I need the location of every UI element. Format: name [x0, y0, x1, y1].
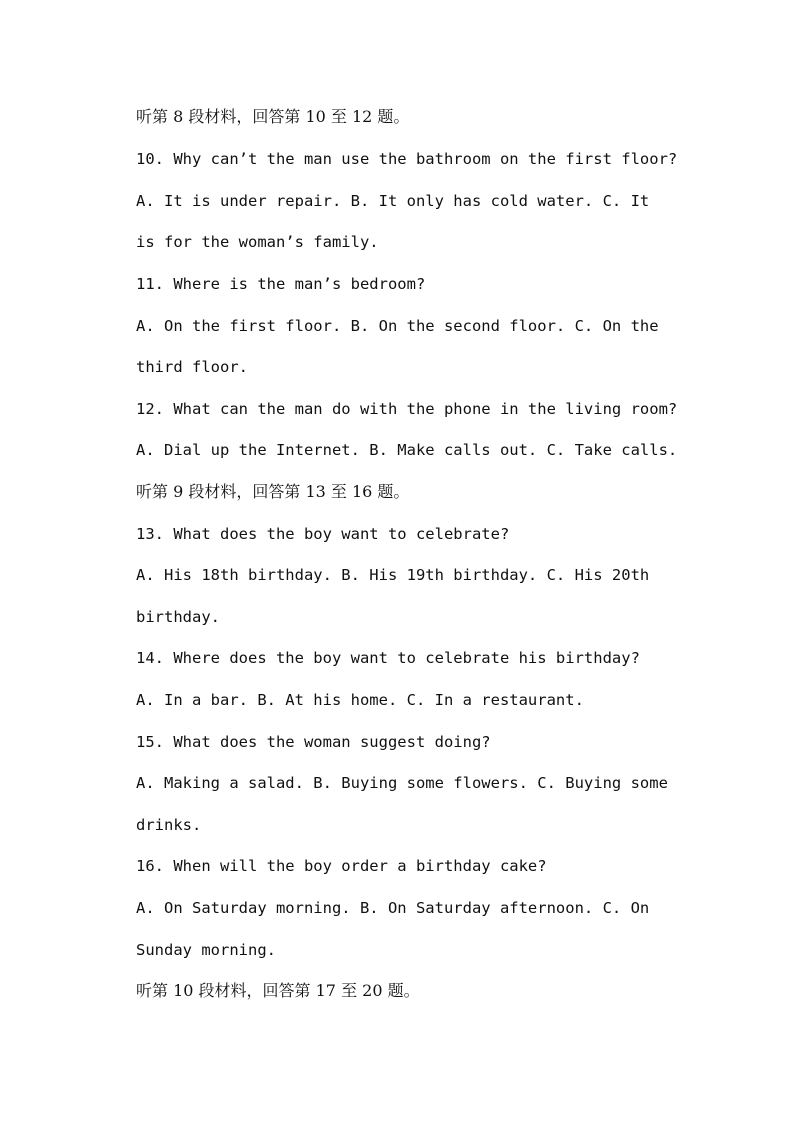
question-11-options: A. On the first floor. B. On the second floor. C. On the [136, 317, 659, 335]
question-16-options-cont: Sunday morning. [136, 941, 276, 959]
section-heading-9: 听第 9 段材料，回答第 13 至 16 题。 [136, 482, 410, 501]
question-13-options-cont: birthday. [136, 608, 220, 626]
section-heading-10: 听第 10 段材料，回答第 17 至 20 题。 [136, 981, 420, 1000]
question-10: 10. Why can’t the man use the bathroom on the first floor? [136, 150, 678, 168]
question-10-options: A. It is under repair. B. It only has cold water. C. It [136, 192, 650, 210]
question-15: 15. What does the woman suggest doing? [136, 733, 491, 751]
section-heading-8: 听第 8 段材料，回答第 10 至 12 题。 [136, 107, 410, 126]
question-13: 13. What does the boy want to celebrate? [136, 525, 510, 543]
question-14: 14. Where does the boy want to celebrate his birthday? [136, 649, 640, 667]
question-14-options: A. In a bar. B. At his home. C. In a restaurant. [136, 691, 584, 709]
question-12-options: A. Dial up the Internet. B. Make calls out. C. Take calls. [136, 441, 678, 459]
question-13-options: A. His 18th birthday. B. His 19th birthday. C. His 20th [136, 566, 650, 584]
question-16: 16. When will the boy order a birthday cake? [136, 857, 547, 875]
question-12: 12. What can the man do with the phone in the living room? [136, 400, 678, 418]
question-11-options-cont: third floor. [136, 358, 248, 376]
question-15-options-cont: drinks. [136, 816, 202, 834]
question-11: 11. Where is the man’s bedroom? [136, 275, 426, 293]
question-16-options: A. On Saturday morning. B. On Saturday afternoon. C. On [136, 899, 650, 917]
question-15-options: A. Making a salad. B. Buying some flowers. C. Buying some [136, 774, 668, 792]
question-10-options-cont: is for the woman’s family. [136, 233, 379, 251]
